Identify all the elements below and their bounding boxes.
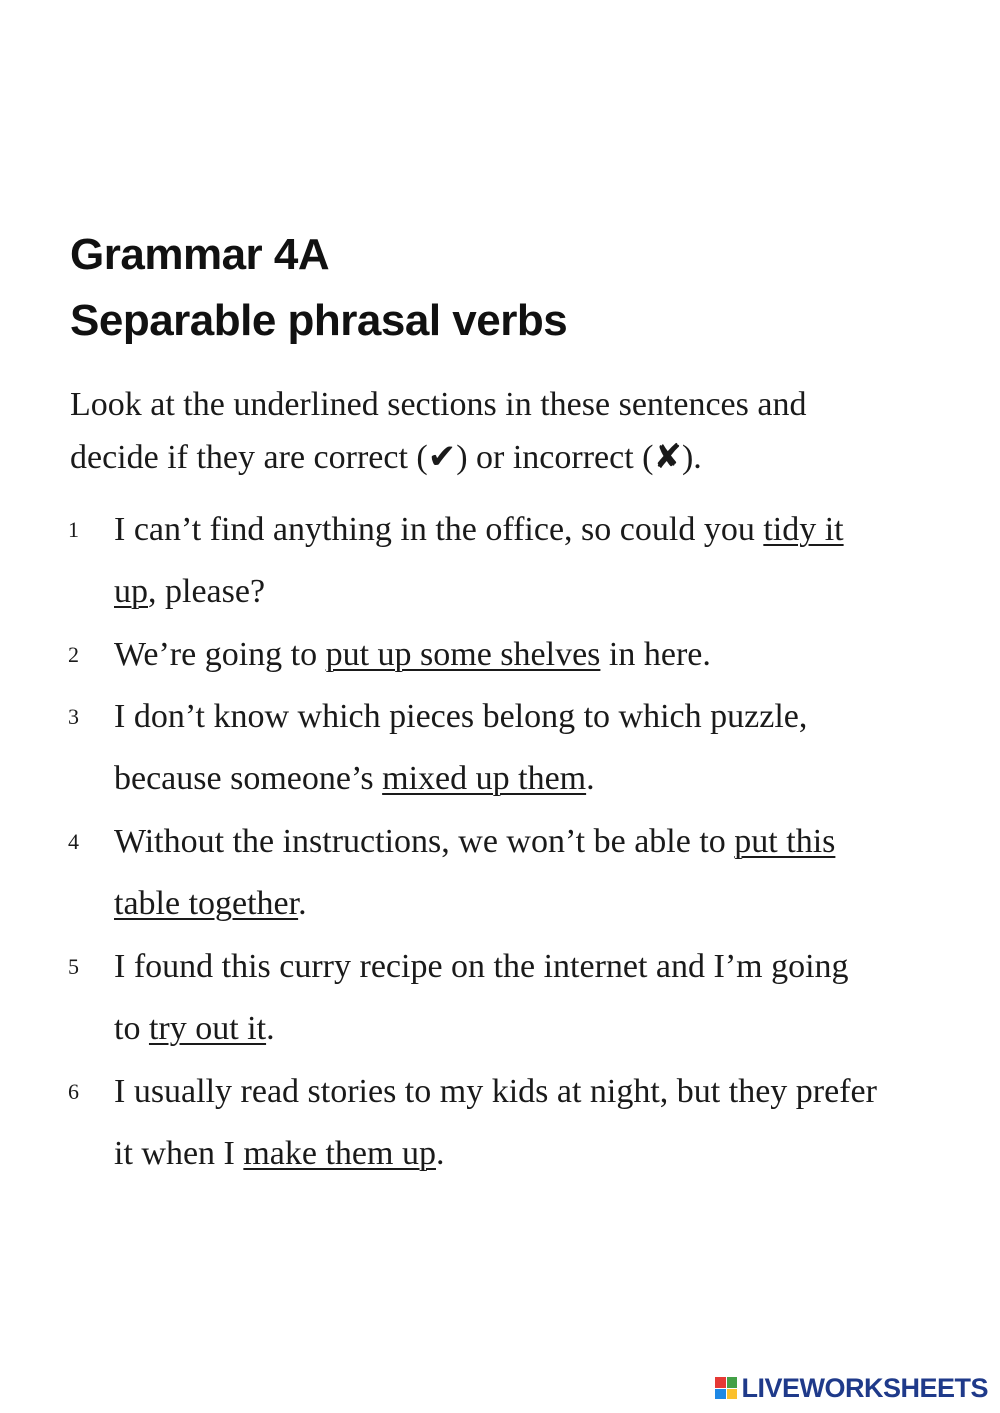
sentence-text: . <box>586 760 595 797</box>
item-5-line-1 <box>114 947 849 987</box>
liveworksheets-logo-icon <box>715 1377 737 1399</box>
item-number: 3 <box>68 704 79 729</box>
underlined-phrase: try out it <box>148 1010 267 1047</box>
item-number: 5 <box>68 954 79 979</box>
item-5-line-2 <box>114 1009 275 1049</box>
item-number: 4 <box>68 829 79 854</box>
underlined-phrase: put up some shelves <box>325 636 601 673</box>
sentence-text: . <box>435 1135 445 1172</box>
logo-text: LIVEWORKSHEETS <box>741 1372 988 1403</box>
sentence-text: because someone’s <box>114 760 383 797</box>
item-number: 2 <box>68 642 79 667</box>
instructions-line-2: decide if they are correct (✔) or incorrect (✘). <box>70 439 702 476</box>
item-1-line-2 <box>114 572 265 612</box>
title-line-2: Separable phrasal verbs <box>70 296 568 345</box>
logo-square <box>715 1377 726 1388</box>
sentence-text: Without the instructions, we won’t be able to <box>114 823 735 860</box>
sentence-text: I found this curry recipe on the internet and I’m going <box>114 948 849 985</box>
title-line-1: Grammar 4A <box>70 230 330 279</box>
underlined-phrase: up <box>114 573 148 610</box>
item-4-line-1 <box>114 822 835 862</box>
item-6-line-1 <box>114 1072 877 1112</box>
sentence-text: , please? <box>148 573 266 610</box>
liveworksheets-logo <box>715 1371 988 1405</box>
item-1-line-1 <box>114 510 844 550</box>
underlined-phrase: put this <box>734 823 836 860</box>
underlined-phrase: table together <box>114 885 299 922</box>
logo-square <box>727 1389 738 1400</box>
sentence-text: to <box>114 1010 149 1047</box>
sentence-text: I usually read stories to my kids at night, but they prefer <box>114 1073 877 1110</box>
sentence-text: . <box>266 1010 275 1047</box>
sentence-text: I can’t find anything in the office, so could you <box>114 511 764 548</box>
item-number: 6 <box>68 1079 79 1104</box>
sentence-text: We’re going to <box>114 636 326 673</box>
logo-square <box>727 1377 738 1388</box>
item-3-line-2 <box>114 759 595 799</box>
underlined-phrase: make them up <box>243 1135 436 1172</box>
underlined-phrase: tidy it <box>763 511 844 548</box>
underlined-phrase: mixed up them <box>382 760 587 797</box>
sentence-text: . <box>298 885 307 922</box>
logo-square <box>715 1389 726 1400</box>
item-number: 1 <box>68 517 79 542</box>
sentence-text: in here. <box>600 636 711 673</box>
sentence-text: I don’t know which pieces belong to which puzzle, <box>114 698 808 735</box>
sentence-text: it when I <box>114 1135 244 1172</box>
item-2-line-1 <box>114 635 711 675</box>
instructions-line-1: Look at the underlined sections in these sentences and <box>70 386 807 423</box>
item-6-line-2 <box>114 1134 444 1174</box>
item-3-line-1 <box>114 697 807 737</box>
item-4-line-2 <box>114 884 307 924</box>
